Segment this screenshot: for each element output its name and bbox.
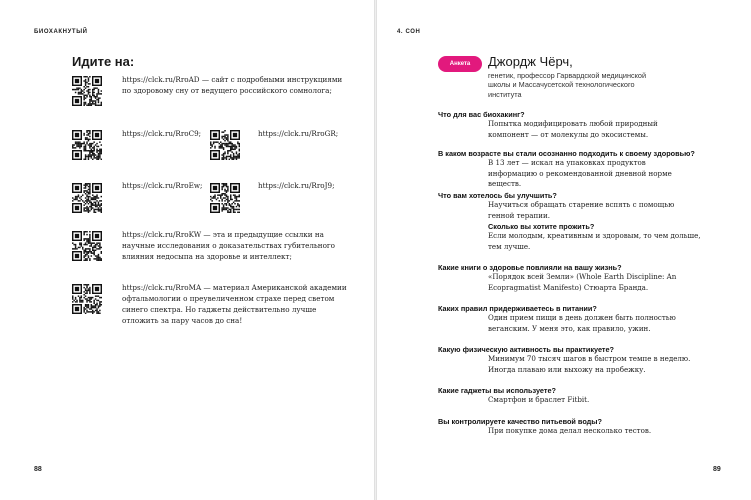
link-text: https://clck.ru/RroAD — сайт с подробными инструкциями по здоровому сну от ведущего российского сомнолога; [122,75,343,95]
person-description: генетик, профессор Гарвардской медицинской школы и Массачусетской технологического института [488,71,647,99]
answer: При покупке дома делал несколько тестов. [488,426,652,435]
page-title: Идите на: [72,54,135,69]
answer: Смартфон и браслет Fitbit. [488,395,590,404]
link-text: https://clck.ru/RroMA — материал Американской академии офтальмологии о преувеличенном страхе перед светом синего спектра. Но гаджеты действительно лучше отложить за пару часов до сна! [122,283,347,325]
qr-code-icon [72,183,102,213]
link-text: https://clck.ru/RroKW — эта и предыдущие ссылки на научные исследования о доказательствах губительного влияния недосыпа на здоровье и интеллект; [122,230,336,261]
qr-code-icon [72,284,102,314]
question: Какую физическую активность вы практикуете? [438,345,614,354]
link-text: https://clck.ru/RroC9; [122,129,202,138]
question: Какие гаджеты вы используете? [438,386,556,395]
answer: Минимум 70 тысяч шагов в быстром темпе в неделю. Иногда плаваю или выхожу на пробежку. [488,354,691,374]
page-number-left: 88 [34,466,42,473]
person-name: Джордж Чёрч, [488,54,573,69]
link-text: https://clck.ru/RroEw; [122,181,203,190]
answer: «Порядок всей Земли» (Whole Earth Discipline: An Ecopragmatist Manifesto) Стюарта Бранда. [488,272,677,292]
left-page [0,0,374,500]
running-header-left: БИОХАКНУТЫЙ [34,29,88,35]
page-number-right: 89 [713,466,721,473]
question: Какие книги о здоровье повлияли на вашу жизнь? [438,263,622,272]
link-text: https://clck.ru/RroJ9; [258,181,335,190]
answer: Если молодым, креативным и здоровым, то чем дольше, тем лучше. [488,231,701,251]
question: Что для вас биохакинг? [438,110,525,119]
running-header-right: 4. СОН [397,29,421,35]
question: Сколько вы хотите прожить? [488,222,595,231]
qr-code-icon [72,130,102,160]
question: Что вам хотелось бы улучшить? [438,191,557,200]
answer: Научиться обращать старение вспять с помощью генной терапии. [488,200,675,220]
qr-code-icon [210,183,240,213]
qr-code-icon [72,231,102,261]
questionnaire-badge: Анкета [438,56,482,72]
question: В каком возрасте вы стали осознанно подходить к своему здоровью? [438,149,695,158]
question: Каких правил придерживаетесь в питании? [438,304,597,313]
answer: Попытка модифицировать любой природный компонент — от молекулы до экосистемы. [488,119,658,139]
qr-code-icon [210,130,240,160]
link-text: https://clck.ru/RroGR; [258,129,339,138]
right-page [377,0,751,500]
question: Вы контролируете качество питьевой воды? [438,417,602,426]
qr-code-icon [72,76,102,106]
answer: Один прием пищи в день должен быть полностью веганским. У меня это, как правило, ужин. [488,313,676,333]
answer: В 13 лет — искал на упаковках продуктов информацию о рекомендованной дневной норме веществ. [488,158,672,188]
